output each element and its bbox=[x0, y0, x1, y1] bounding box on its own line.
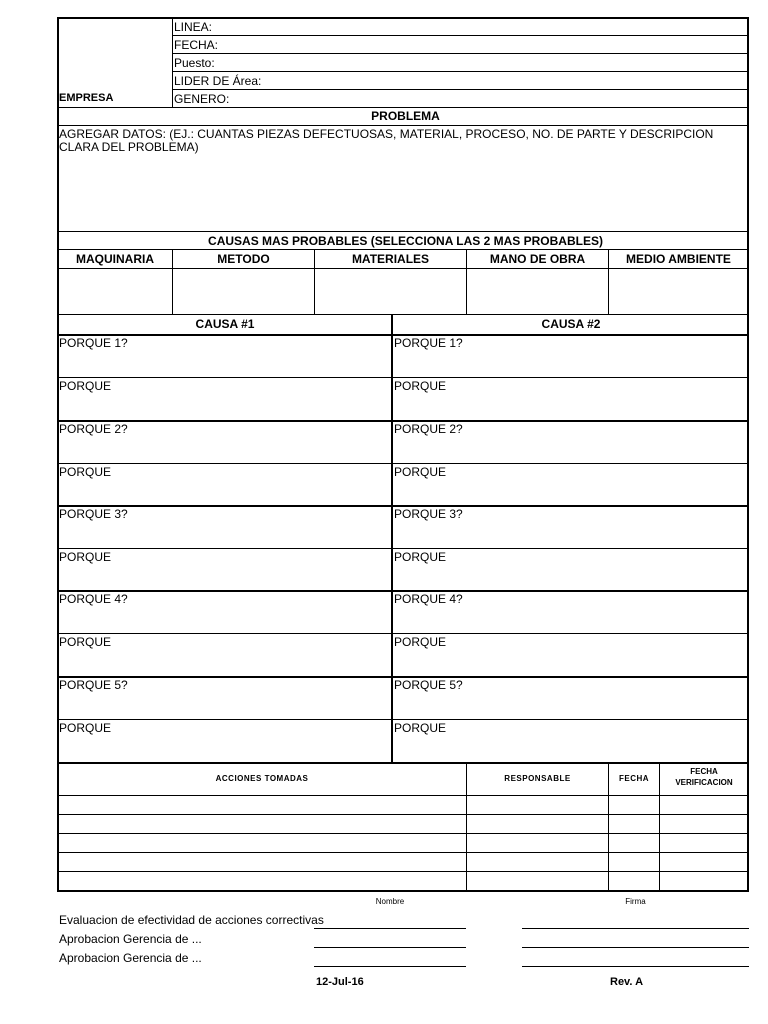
causa1-porque[interactable]: PORQUE bbox=[59, 550, 112, 564]
problema-instructions: AGREGAR DATOS: (EJ.: CUANTAS PIEZAS DEFECTUOSAS, MATERIAL, PROCESO, NO. DE PARTE Y DESCRIPCION CLARA DEL PROBLEMA) bbox=[59, 127, 714, 154]
causa2-porque[interactable]: PORQUE bbox=[394, 635, 447, 649]
causa2-porque[interactable]: PORQUE bbox=[394, 465, 447, 479]
causa2-porque-5[interactable]: PORQUE 5? bbox=[394, 678, 463, 692]
porque-row-line bbox=[57, 548, 749, 549]
problema-description-area[interactable] bbox=[58, 157, 748, 231]
aprobacion-label: Aprobacion Gerencia de ... bbox=[59, 932, 202, 946]
metodo-input-cell[interactable] bbox=[173, 269, 314, 314]
fecha-field[interactable]: FECHA: bbox=[174, 38, 219, 52]
nombre-label: Nombre bbox=[375, 897, 405, 906]
categories-bottom-line bbox=[57, 314, 749, 315]
causa1-porque-2[interactable]: PORQUE 2? bbox=[59, 422, 128, 436]
acciones-row-line bbox=[57, 833, 749, 834]
acciones-tomadas-header: ACCIONES TOMADAS bbox=[215, 774, 309, 783]
acciones-row-line bbox=[57, 871, 749, 872]
firma-line[interactable] bbox=[522, 928, 749, 929]
causa-1-title: CAUSA #1 bbox=[195, 317, 255, 331]
problema-title: PROBLEMA bbox=[371, 109, 440, 123]
evaluacion-label: Evaluacion de efectividad de acciones correctivas bbox=[59, 913, 324, 927]
maquinaria-input-cell[interactable] bbox=[58, 269, 172, 314]
causa1-porque[interactable]: PORQUE bbox=[59, 379, 112, 393]
firma-label: Firma bbox=[625, 897, 646, 906]
firma-line[interactable] bbox=[522, 947, 749, 948]
problema-title-line bbox=[57, 125, 749, 126]
causa2-porque-2[interactable]: PORQUE 2? bbox=[394, 422, 463, 436]
causa2-porque-1[interactable]: PORQUE 1? bbox=[394, 336, 463, 350]
causa1-porque-1[interactable]: PORQUE 1? bbox=[59, 336, 128, 350]
lider-area-field[interactable]: LIDER DE Área: bbox=[174, 74, 262, 88]
category-medio-ambiente: MEDIO AMBIENTE bbox=[626, 252, 731, 266]
firma-line[interactable] bbox=[522, 966, 749, 967]
causa2-porque[interactable]: PORQUE bbox=[394, 550, 447, 564]
causa1-porque[interactable]: PORQUE bbox=[59, 465, 112, 479]
puesto-field[interactable]: Puesto: bbox=[174, 56, 215, 70]
nombre-line[interactable] bbox=[314, 928, 466, 929]
causas-center-divider bbox=[391, 314, 393, 763]
mano-de-obra-input-cell[interactable] bbox=[467, 269, 608, 314]
category-metodo: METODO bbox=[217, 252, 270, 266]
materiales-input-cell[interactable] bbox=[315, 269, 466, 314]
document-date: 12-Jul-16 bbox=[316, 976, 364, 988]
porque-row-line bbox=[57, 463, 749, 464]
header-line bbox=[172, 53, 749, 54]
porque-row-line bbox=[57, 377, 749, 378]
acciones-row-line bbox=[57, 852, 749, 853]
responsable-header: RESPONSABLE bbox=[504, 774, 571, 783]
fecha-verificacion-header-line1: FECHA bbox=[690, 767, 718, 776]
category-materiales: MATERIALES bbox=[351, 252, 430, 266]
causa1-porque-4[interactable]: PORQUE 4? bbox=[59, 592, 128, 606]
header-line bbox=[172, 71, 749, 72]
causa-2-title: CAUSA #2 bbox=[541, 317, 601, 331]
causas-title: CAUSAS MAS PROBABLES (SELECCIONA LAS 2 MAS PROBABLES) bbox=[208, 234, 603, 248]
empresa-label: EMPRESA bbox=[59, 92, 114, 104]
causa2-porque[interactable]: PORQUE bbox=[394, 721, 447, 735]
aprobacion-label: Aprobacion Gerencia de ... bbox=[59, 951, 202, 965]
causa1-porque[interactable]: PORQUE bbox=[59, 635, 112, 649]
header-divider bbox=[172, 17, 173, 108]
header-bottom-line bbox=[57, 107, 749, 108]
nombre-line[interactable] bbox=[314, 966, 466, 967]
document-revision: Rev. A bbox=[610, 976, 644, 988]
category-maquinaria: MAQUINARIA bbox=[76, 252, 154, 266]
linea-field[interactable]: LINEA: bbox=[174, 20, 213, 34]
causa1-porque[interactable]: PORQUE bbox=[59, 721, 112, 735]
causa1-porque-5[interactable]: PORQUE 5? bbox=[59, 678, 128, 692]
porque-row-line bbox=[57, 719, 749, 720]
nombre-line[interactable] bbox=[314, 947, 466, 948]
causa2-porque-4[interactable]: PORQUE 4? bbox=[394, 592, 463, 606]
problema-bottom-line bbox=[57, 231, 749, 232]
fecha-header: FECHA bbox=[618, 774, 650, 783]
causa2-porque-3[interactable]: PORQUE 3? bbox=[394, 507, 463, 521]
genero-field[interactable]: GENERO: bbox=[174, 92, 230, 106]
causa2-porque[interactable]: PORQUE bbox=[394, 379, 447, 393]
causas-title-line bbox=[57, 249, 749, 250]
header-line bbox=[172, 35, 749, 36]
porque-bottom-line bbox=[57, 762, 749, 764]
category-mano-de-obra: MANO DE OBRA bbox=[489, 252, 586, 266]
porque-row-line bbox=[57, 633, 749, 634]
acciones-row-line bbox=[57, 795, 749, 796]
causa1-porque-3[interactable]: PORQUE 3? bbox=[59, 507, 128, 521]
acciones-row-line bbox=[57, 814, 749, 815]
header-line bbox=[172, 89, 749, 90]
medio-ambiente-input-cell[interactable] bbox=[609, 269, 748, 314]
fecha-verificacion-header-line2: VERIFICACION bbox=[675, 778, 733, 787]
